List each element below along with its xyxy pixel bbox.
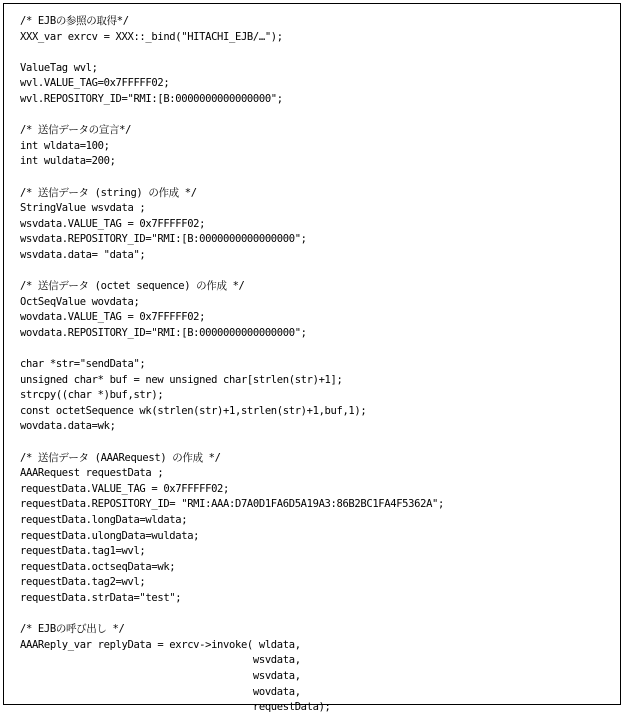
code-line: requestData.strData="test"; (20, 591, 182, 604)
code-line: ValueTag wvl; (20, 61, 98, 74)
code-line: wovdata.data=wk; (20, 420, 116, 433)
code-line (20, 607, 444, 623)
code-line: wsvdata, (20, 669, 301, 682)
code-line (20, 264, 444, 280)
code-line: int wldata=100; (20, 139, 110, 152)
code-line: strcpy((char *)buf,str); (20, 389, 164, 402)
code-line: requestData.REPOSITORY_ID= "RMI:AAA:D7A0D1FA6D5A19A3:86B2BC1FA4F5362A"; (20, 498, 444, 511)
code-line: requestData.longData=wldata; (20, 514, 188, 526)
code-line: char *str="sendData"; (20, 358, 146, 371)
code-line: /* 送信データ (string) の作成 */ (20, 186, 197, 199)
code-line: wsvdata, (20, 654, 301, 667)
code-line: wovdata, (20, 685, 301, 698)
code-line: wvl.REPOSITORY_ID="RMI:[B:0000000000000000"; (20, 92, 283, 105)
code-line: requestData.VALUE_TAG = 0x7FFFFF02; (20, 482, 230, 495)
code-line: requestData.ulongData=wuldata; (20, 529, 200, 542)
code-line: /* 送信データ (octet sequence) の作成 */ (20, 280, 245, 293)
code-line: requestData.octseqData=wk; (20, 560, 176, 573)
code-line: requestData.tag2=wvl; (20, 576, 146, 589)
code-line: wovdata.VALUE_TAG = 0x7FFFFF02; (20, 311, 206, 324)
code-line: wsvdata.VALUE_TAG = 0x7FFFFF02; (20, 217, 206, 230)
code-line (20, 170, 444, 186)
code-line: wsvdata.REPOSITORY_ID="RMI:[B:0000000000000000"; (20, 233, 307, 246)
code-line: int wuldata=200; (20, 155, 116, 168)
code-line: /* 送信データ (AAARequest) の作成 */ (20, 451, 221, 464)
code-line: /* EJBの呼び出し */ (20, 623, 125, 636)
code-line (20, 341, 444, 357)
code-line: wovdata.REPOSITORY_ID="RMI:[B:0000000000000000"; (20, 326, 307, 339)
code-line: const octetSequence wk(strlen(str)+1,strlen(str)+1,buf,1); (20, 404, 367, 417)
code-line: AAAReply_var replyData = exrcv->invoke( wldata, (20, 638, 301, 651)
code-line: OctSeqValue wovdata; (20, 295, 140, 308)
code-line (20, 108, 444, 124)
code-listing-frame (3, 3, 621, 714)
code-listing (20, 14, 444, 716)
code-line: StringValue wsvdata ; (20, 202, 146, 215)
code-line: XXX_var exrcv = XXX::_bind("HITACHI_EJB/…"); (20, 30, 283, 43)
code-line: requestData); (20, 701, 331, 714)
code-line: requestData.tag1=wvl; (20, 545, 146, 558)
code-line: unsigned char* buf = new unsigned char[strlen(str)+1]; (20, 373, 343, 386)
code-line (20, 435, 444, 451)
code-line: /* EJBの参照の取得*/ (20, 15, 129, 27)
code-line (20, 45, 444, 61)
code-line: wvl.VALUE_TAG=0x7FFFFF02; (20, 77, 170, 90)
code-line: AAARequest requestData ; (20, 467, 164, 480)
code-line: /* 送信データの宣言*/ (20, 124, 132, 137)
code-line: wsvdata.data= "data"; (20, 248, 146, 261)
